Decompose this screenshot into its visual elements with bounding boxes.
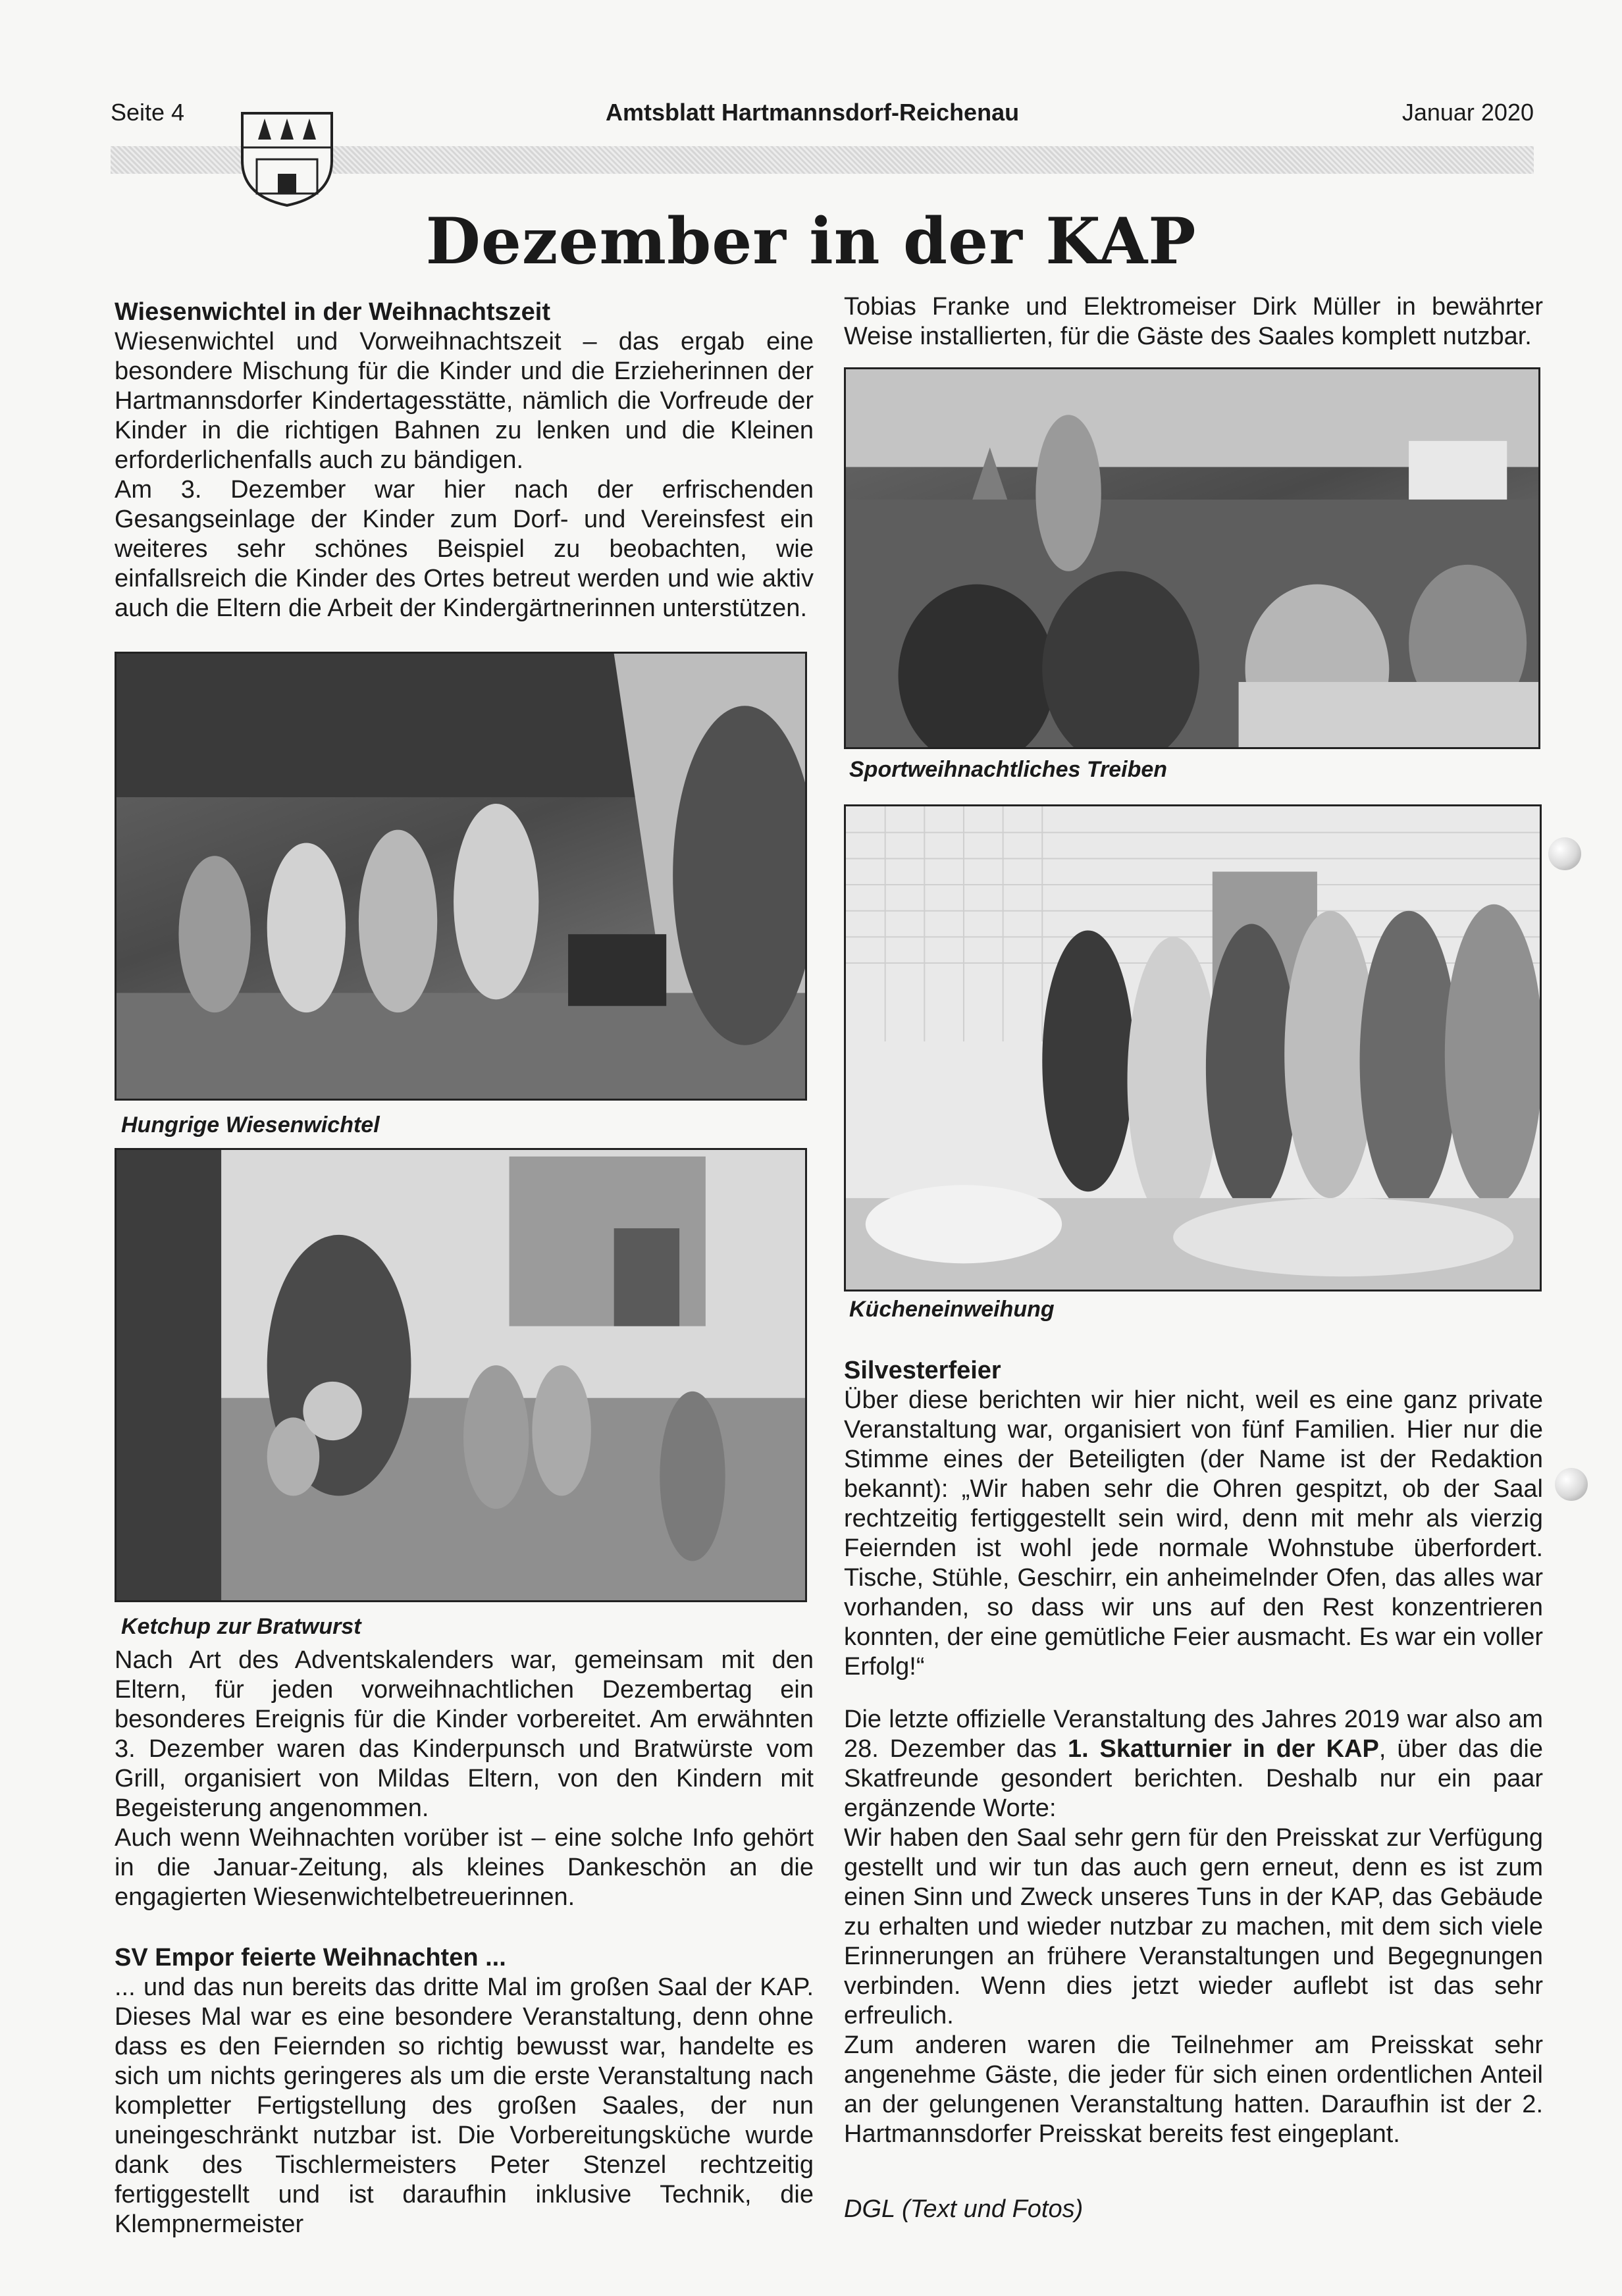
page-title: Dezember in der KAP [425, 204, 1197, 278]
paragraph: Wiesenwichtel und Vorweihnachtszeit – das ergab eine besondere Mischung für die Kinder und die Erzieherinnen der Hartmannsdorfer Kindertagesstätte, nämlich die Vorfreude der Kinder in die richtigen Bahnen zu lenken und die Kleinen erforderlichenfalls auch zu bändigen. [115, 328, 814, 474]
skatturnier-highlight: 1. Skatturnier in der KAP [1067, 1735, 1379, 1763]
photo-sportweihnachtliches-treiben [844, 367, 1540, 749]
photo-caption: Kücheneinweihung [849, 1297, 1055, 1322]
photo-hungrige-wiesenwichtel [115, 652, 807, 1101]
coat-of-arms-icon [238, 109, 336, 208]
punch-hole [1555, 1468, 1588, 1501]
page-number: Seite 4 [111, 99, 185, 126]
paragraph [844, 1705, 1543, 1823]
paragraph: Wir haben den Saal sehr gern für den Preisskat zur Verfügung gestellt und wir tun das auch gern erneut, denn es ist zum einen Sinn und Zweck unseres Tuns in der KAP, das Gebäude zu erhalten und wieder nutzbar zu machen, mit dem sich viele Erinnerungen an frühere Veranstaltungen und Begegnungen verbinden. Wenn dies jetzt wieder auflebt ist das sehr erfreulich. [844, 1824, 1543, 2029]
text-run: , über das die Skatfreunde gesondert berichten. Deshalb nur ein paar ergänzende Worte: [844, 1735, 1543, 1822]
photo-caption: Sportweihnachtliches Treiben [849, 757, 1168, 782]
issue-date: Januar 2020 [1401, 99, 1534, 126]
photo-kuecheneinweihung [844, 804, 1542, 1292]
article-silvesterfeier [844, 1356, 1543, 1682]
photo-ketchup-zur-bratwurst [115, 1148, 807, 1602]
article-continuation [844, 292, 1543, 352]
paragraph: Am 3. Dezember war hier nach der erfrischenden Gesangseinlage der Kinder zum Dorf- und Vereinsfest ein weiteres sehr schönes Beispiel zu beobachten, wie einfallsreich die Kinder des Ortes betreut werden und wie aktiv auch die Eltern die Arbeit der Kindergärtnerinnen unterstützen. [115, 476, 814, 622]
paragraph: Nach Art des Adventskalenders war, gemeinsam mit den Eltern, für jeden vorweihnachtlichen Dezembertag ein besonderes Ereignis für die Kinder vorbereitet. Am erwähnten 3. Dezember waren das Kinderpunsch und Bratwürste vom Grill, organisiert von Mildas Eltern, von den Kindern mit Begeisterung angenommen. [115, 1646, 814, 1822]
paragraph: ... und das nun bereits das dritte Mal im großen Saal der KAP. Dieses Mal war es eine besondere Veranstaltung, denn ohne dass es den Feiernden so richtig bewusst war, handelte es sich um nichts geringeres als um die erste Veranstaltung nach kompletter Fertigstellung des großen Saales, der nun uneingeschränkt nutzbar ist. Die Vorbereitungsküche wurde dank des Tischlermeisters Peter Stenzel rechtzeitig fertiggestellt und ist daraufhin inklusive Technik, die Klempnermeister [115, 1973, 814, 2238]
photo-caption: Ketchup zur Bratwurst [121, 1614, 361, 1639]
article-wiesenwichtel-continued [115, 1646, 814, 1912]
photo-credit: DGL (Text und Fotos) [844, 2195, 1084, 2223]
article-sv-empor [115, 1943, 814, 2239]
paragraph: Tobias Franke und Elektromeiser Dirk Müller in bewährter Weise installierten, für die Gäste des Saales komplett nutzbar. [844, 293, 1543, 350]
photo-caption: Hungrige Wiesenwichtel [121, 1112, 380, 1137]
paragraph: Über diese berichten wir hier nicht, weil es eine ganz private Veranstaltung war, organisiert von fünf Familien. Hier nur die Stimme eines der Beteiligten (der Name ist der Redaktion bekannt): „Wir haben sehr die Ohren gespitzt, ob der Saal rechtzeitig fertiggestellt sein wird, denn mit mehr als vierzig Feiernden ist wohl jede normale Wohnstube überfordert. Tische, Stühle, Geschirr, ein anheimelnder Ofen, das alles war vorhanden, so dass wir uns auf den Rest konzentrieren konnten, der eine gemütliche Feier ausmacht. Es war ein voller Erfolg!“ [844, 1386, 1543, 1681]
publication-title: Amtsblatt Hartmannsdorf-Reichenau [606, 99, 1020, 126]
article-wiesenwichtel-intro [115, 298, 814, 623]
section-heading-wiesenwichtel: Wiesenwichtel in der Weihnachtszeit [115, 298, 550, 326]
punch-hole [1548, 837, 1581, 870]
section-heading-sv-empor: SV Empor feierte Weihnachten ... [115, 1944, 506, 1971]
paragraph: Zum anderen waren die Teilnehmer am Preisskat sehr angenehme Gäste, die jeder für sich einen ordentlichen Anteil an der gelungenen Veranstaltung hatten. Daraufhin ist der 2. Hartmannsdorfer Preisskat bereits fest eingeplant. [844, 2031, 1543, 2148]
article-skatturnier [844, 1705, 1543, 2149]
section-heading-silvesterfeier: Silvesterfeier [844, 1357, 1001, 1384]
text-run: Die letzte offizielle Veranstaltung des Jahres 2019 war also am 28. Dezember das [844, 1706, 1543, 1763]
paragraph: Auch wenn Weihnachten vorüber ist – eine solche Info gehört in die Januar-Zeitung, als kleines Dankeschön an die engagierten Wiesenwichtelbetreuerinnen. [115, 1824, 814, 1911]
